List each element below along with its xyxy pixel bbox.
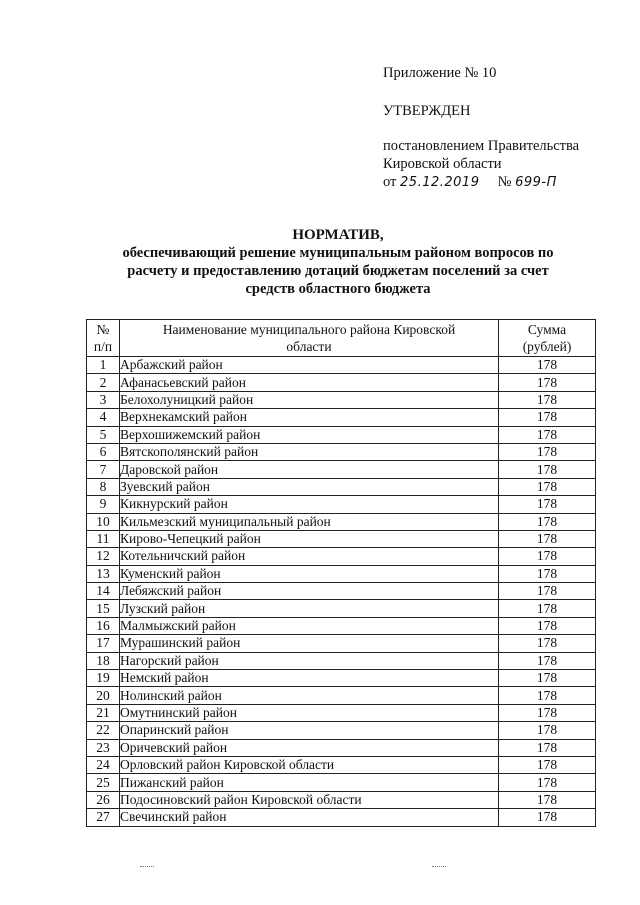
row-number-cell: 17 [87, 635, 120, 652]
district-name-cell: Вятскополянский район [120, 443, 499, 460]
district-name-cell: Орловский район Кировской области [120, 756, 499, 773]
row-number-cell: 4 [87, 409, 120, 426]
district-name-cell: Мурашинский район [120, 635, 499, 652]
district-name-cell: Арбажский район [120, 357, 499, 374]
row-number-cell: 14 [87, 583, 120, 600]
sum-cell: 178 [499, 426, 596, 443]
table-row [87, 687, 596, 704]
row-number-cell: 7 [87, 461, 120, 478]
row-number-cell: 16 [87, 617, 120, 634]
district-name-cell: Нолинский район [120, 687, 499, 704]
sum-cell: 178 [499, 704, 596, 721]
row-number-cell: 23 [87, 739, 120, 756]
row-number-cell: 27 [87, 809, 120, 826]
district-name-cell: Пижанский район [120, 774, 499, 791]
row-number-cell: 12 [87, 548, 120, 565]
sum-cell: 178 [499, 791, 596, 808]
footer-mark-right [432, 866, 446, 867]
table-row [87, 478, 596, 495]
row-number-cell: 24 [87, 756, 120, 773]
table-row [87, 496, 596, 513]
table-row [87, 774, 596, 791]
row-number-cell: 22 [87, 722, 120, 739]
table-header-row [87, 320, 596, 357]
row-number-cell: 18 [87, 652, 120, 669]
col-header-number-line1: № [96, 322, 110, 337]
sum-cell: 178 [499, 409, 596, 426]
table-row [87, 652, 596, 669]
sum-cell: 178 [499, 513, 596, 530]
appendix-label: Приложение № 10 [383, 65, 497, 81]
district-name-cell: Белохолуницкий район [120, 391, 499, 408]
row-number-cell: 19 [87, 670, 120, 687]
district-name-cell: Нагорский район [120, 652, 499, 669]
district-name-cell: Куменский район [120, 565, 499, 582]
table-body [87, 357, 596, 827]
table-row [87, 391, 596, 408]
sum-cell: 178 [499, 722, 596, 739]
row-number-cell: 11 [87, 530, 120, 547]
sum-cell: 178 [499, 391, 596, 408]
district-name-cell: Опаринский район [120, 722, 499, 739]
row-number-cell: 26 [87, 791, 120, 808]
sum-cell: 178 [499, 357, 596, 374]
district-name-cell: Кирово-Чепецкий район [120, 530, 499, 547]
district-name-cell: Лузский район [120, 600, 499, 617]
approved-label: УТВЕРЖДЕН [383, 103, 471, 119]
table-row [87, 600, 596, 617]
table-row [87, 443, 596, 460]
col-header-sum-line2: (рублей) [522, 339, 572, 354]
sum-cell: 178 [499, 530, 596, 547]
table-row [87, 426, 596, 443]
table-row [87, 791, 596, 808]
handwritten-number: 699-П [515, 175, 557, 190]
approval-block [383, 64, 579, 192]
sum-cell: 178 [499, 774, 596, 791]
row-number-cell: 20 [87, 687, 120, 704]
table-row [87, 374, 596, 391]
district-name-cell: Кикнурский район [120, 496, 499, 513]
district-name-cell: Верхнекамский район [120, 409, 499, 426]
sum-cell: 178 [499, 374, 596, 391]
table-row [87, 357, 596, 374]
sum-cell: 178 [499, 461, 596, 478]
row-number-cell: 9 [87, 496, 120, 513]
sum-cell: 178 [499, 496, 596, 513]
col-header-name-line1: Наименование муниципального района Кировской [162, 322, 456, 337]
col-header-name-line2: области [286, 339, 332, 354]
district-name-cell: Омутнинский район [120, 704, 499, 721]
table-row [87, 461, 596, 478]
title-line-3: расчету и предоставлению дотаций бюджетам поселений за счет [127, 263, 549, 279]
sum-cell: 178 [499, 617, 596, 634]
district-name-cell: Свечинский район [120, 809, 499, 826]
sum-cell: 178 [499, 756, 596, 773]
sum-cell: 178 [499, 565, 596, 582]
district-name-cell: Оричевский район [120, 739, 499, 756]
sum-cell: 178 [499, 687, 596, 704]
table-row [87, 739, 596, 756]
table-row [87, 670, 596, 687]
table-row [87, 583, 596, 600]
footer-mark-left [140, 866, 154, 867]
handwritten-date: 25.12.2019 [400, 175, 480, 190]
sum-cell: 178 [499, 809, 596, 826]
sum-cell: 178 [499, 600, 596, 617]
row-number-cell: 8 [87, 478, 120, 495]
col-header-number [87, 320, 120, 357]
table-row [87, 635, 596, 652]
table-row [87, 617, 596, 634]
row-number-cell: 13 [87, 565, 120, 582]
row-number-cell: 15 [87, 600, 120, 617]
row-number-cell: 21 [87, 704, 120, 721]
norm-table [86, 319, 596, 827]
district-name-cell: Немский район [120, 670, 499, 687]
sum-cell: 178 [499, 583, 596, 600]
col-header-number-line2: п/п [93, 339, 113, 354]
sum-cell: 178 [499, 739, 596, 756]
sum-cell: 178 [499, 670, 596, 687]
sum-cell: 178 [499, 635, 596, 652]
table-row [87, 809, 596, 826]
table-row [87, 722, 596, 739]
title-line-4: средств областного бюджета [245, 281, 431, 297]
row-number-cell: 10 [87, 513, 120, 530]
date-prefix: от [383, 174, 397, 190]
district-name-cell: Афанасьевский район [120, 374, 499, 391]
row-number-cell: 25 [87, 774, 120, 791]
row-number-cell: 1 [87, 357, 120, 374]
sum-cell: 178 [499, 443, 596, 460]
sum-cell: 178 [499, 652, 596, 669]
title-line-2: обеспечивающий решение муниципальным районом вопросов по [122, 245, 554, 261]
district-name-cell: Зуевский район [120, 478, 499, 495]
row-number-cell: 5 [87, 426, 120, 443]
decree-line-1: постановлением Правительства [383, 138, 580, 154]
decree-line-2: Кировской области [383, 156, 502, 172]
district-name-cell: Подосиновский район Кировской области [120, 791, 499, 808]
decree-date-line [383, 173, 579, 192]
sum-cell: 178 [499, 548, 596, 565]
table-row [87, 409, 596, 426]
col-header-sum-line1: Сумма [527, 322, 567, 337]
district-name-cell: Котельничский район [120, 548, 499, 565]
district-name-cell: Верхошижемский район [120, 426, 499, 443]
title-heading: НОРМАТИВ, [292, 227, 384, 243]
district-name-cell: Лебяжский район [120, 583, 499, 600]
table-row [87, 548, 596, 565]
row-number-cell: 6 [87, 443, 120, 460]
col-header-name [120, 320, 499, 357]
number-prefix: № [497, 174, 512, 190]
document-title [70, 226, 606, 298]
row-number-cell: 3 [87, 391, 120, 408]
table-row [87, 704, 596, 721]
table-row [87, 513, 596, 530]
table-row [87, 756, 596, 773]
table-row [87, 530, 596, 547]
district-name-cell: Даровской район [120, 461, 499, 478]
district-name-cell: Малмыжский район [120, 617, 499, 634]
sum-cell: 178 [499, 478, 596, 495]
row-number-cell: 2 [87, 374, 120, 391]
col-header-sum [499, 320, 596, 357]
table-row [87, 565, 596, 582]
district-name-cell: Кильмезский муниципальный район [120, 513, 499, 530]
